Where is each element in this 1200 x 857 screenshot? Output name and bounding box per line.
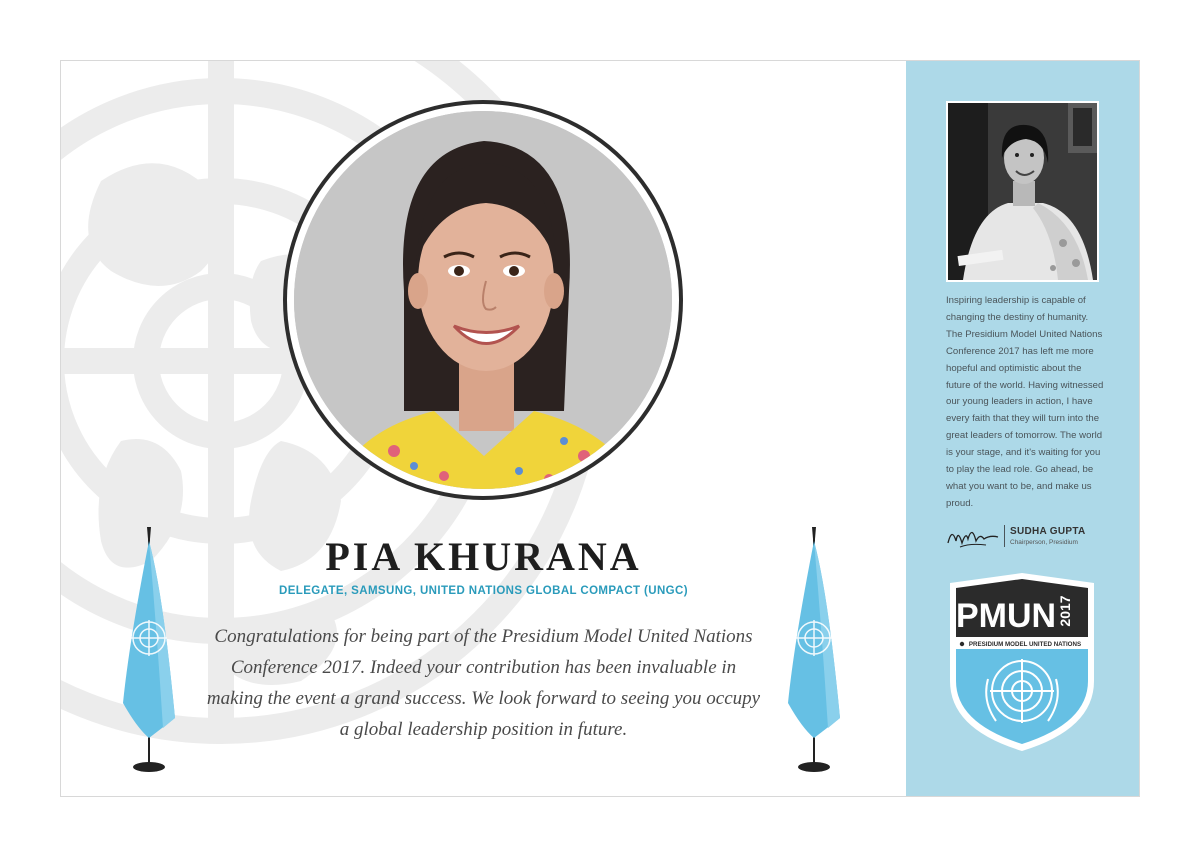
- chairperson-signature-block: [946, 523, 1106, 549]
- delegate-photo: [294, 111, 672, 489]
- signature-divider: [1004, 525, 1005, 547]
- badge-subtitle: PRESIDIUM MODEL UNITED NATIONS: [968, 641, 1082, 648]
- chairperson-name: SUDHA GUPTA: [1010, 526, 1086, 537]
- certificate-main-panel: [61, 61, 906, 796]
- congratulations-message: Congratulations for being part of the Presidium Model United Nations Conference 2017. Indeed your contribution has been invaluable in making the event a grand success. We look forward to seeing you occupy a global leadership position in future.: [206, 626, 761, 740]
- delegate-role: DELEGATE, SAMSUNG, UNITED NATIONS GLOBAL COMPACT (UNGC): [279, 585, 688, 597]
- badge-year: 2017: [1057, 595, 1073, 627]
- certificate: [60, 60, 1140, 797]
- delegate-portrait: [287, 104, 679, 496]
- signature-mark: [946, 523, 1002, 549]
- chairperson-title: Chairperson, Presidium: [1010, 539, 1078, 546]
- delegate-name: PIA KHURANA: [325, 534, 642, 579]
- chairperson-quote: Inspiring leadership is capable of changing the destiny of humanity. The Presidium Model United Nations Conference 2017 has left me more hopeful and optimistic about the future of the world. Having witnessed our young leaders in action, I have every faith that they will turn into the great leaders of tomorrow. The world is your stage, and it's waiting for you to play the lead role. Go ahead, be what you want to be, and make us proud.: [946, 295, 1104, 509]
- chairperson-photo: [946, 101, 1099, 282]
- chairperson-panel: [906, 61, 1139, 796]
- badge-acronym: PMUN: [955, 597, 1057, 635]
- pmun-badge-logo: [948, 571, 1096, 753]
